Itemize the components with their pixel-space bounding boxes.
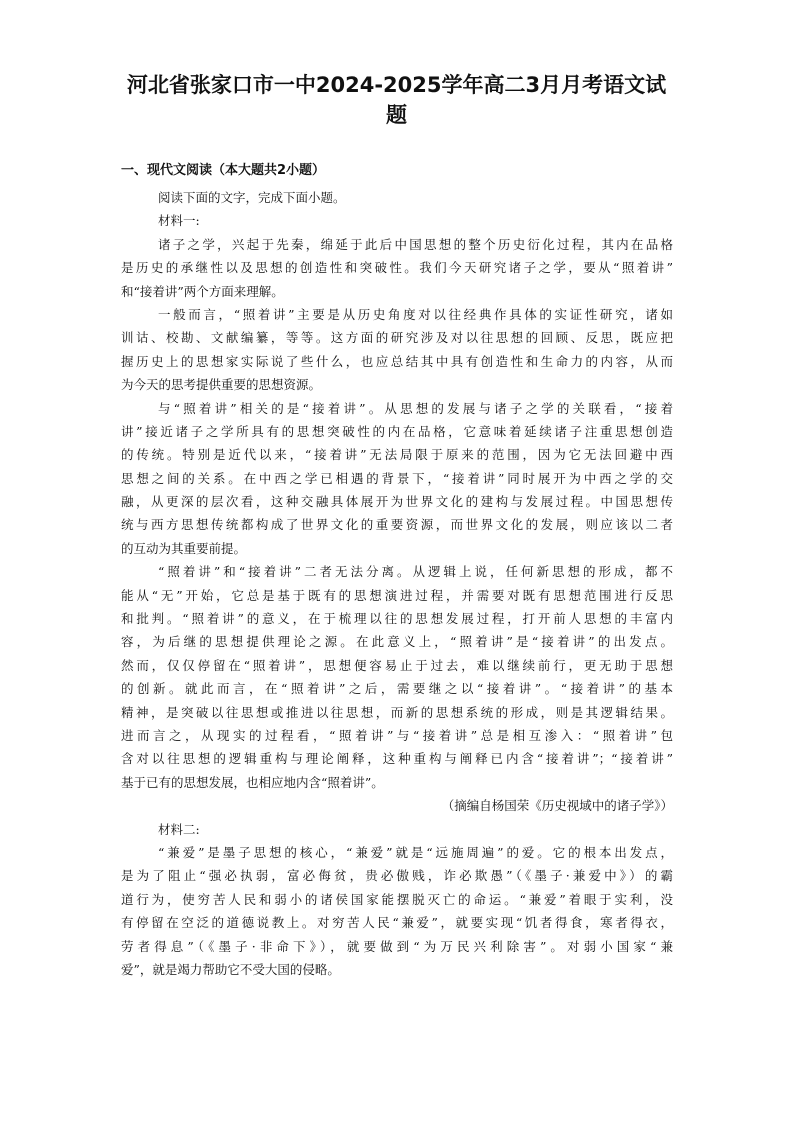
passage-line: 能从“无”开始，它总是基于既有的思想演进过程，并需要对既有思想范围进行反思: [121, 587, 673, 603]
material2-label: 材料二:: [158, 821, 200, 837]
passage-line: 为今天的思考提供重要的思想资源。: [121, 377, 322, 393]
passage-line: 进而言之，从现实的过程看，“照着讲”与“接着讲”总是相互渗入：“照着讲”包: [121, 727, 673, 743]
passage-line: 容，为后继的思想提供理论之源。在此意义上，“照着讲”是“接着讲”的出发点。: [121, 634, 673, 650]
passage-line: 基于已有的思想发展，也相应地内含“照着讲”。: [121, 774, 384, 790]
title-line-1: 河北省张家口市一中2024-2025学年高二3月月考语文试: [126, 73, 667, 97]
section-heading: 一、现代文阅读（本大题共2小题）: [121, 163, 326, 178]
passage-line: 是历史的承继性以及思想的创造性和突破性。我们今天研究诸子之学，要从“照着讲”: [121, 260, 673, 276]
passage-line: 然而，仅仅停留在“照着讲”，思想便容易止于过去，难以继续前行，更无助于思想: [121, 657, 673, 673]
passage-line: 有停留在空泛的道德说教上。对穷苦人民“兼爱”，就要实现“饥者得食，寒者得衣，: [121, 915, 673, 931]
passage-line: 爱”，就是竭力帮助它不受大国的侵略。: [121, 961, 340, 977]
title-line-2: 题: [386, 103, 407, 127]
passage-line: 是为了阻止“强必执弱，富必侮贫，贵必傲贱，诈必欺愚”（《墨子·兼爱中》）的霸: [121, 868, 673, 884]
reading-passage: [121, 186, 673, 981]
passage-line: 精神，是突破以往思想或推进以往思想，而新的思想系统的形成，则是其逻辑结果。: [121, 704, 673, 720]
passage-line: 一般而言，“照着讲”主要是从历史角度对以往经典作具体的实证性研究，诸如: [158, 306, 673, 322]
passage-line: 握历史上的思想家实际说了些什么，也应总结其中具有创造性和生命力的内容，从而: [121, 353, 673, 369]
passage-line: 与“照着讲”相关的是“接着讲”。从思想的发展与诸子之学的关联看，“接着: [158, 400, 673, 416]
passage-line: 诸子之学，兴起于先秦，绵延于此后中国思想的整个历史衍化过程，其内在品格: [158, 236, 673, 252]
passage-line: 统与西方思想传统都构成了世界文化的重要资源，而世界文化的发展，则应该以二者: [121, 517, 673, 533]
passage-line: 融，从更深的层次看，这种交融具体展开为世界文化的建构与发展过程。中国思想传: [121, 494, 673, 510]
passage-line: 的创新。就此而言，在“照着讲”之后，需要继之以“接着讲”。“接着讲”的基本: [121, 681, 673, 697]
passage-line: 讲”接近诸子之学所具有的思想突破性的内在品格，它意味着延续诸子注重思想创造: [121, 423, 673, 439]
document-title: [110, 70, 683, 130]
passage-line: 的传统。特别是近代以来，“接着讲”无法局限于原来的范围，因为它无法回避中西: [121, 447, 673, 463]
material1-label: 材料一:: [158, 213, 200, 229]
passage-line: 思想之间的关系。在中西之学已相遇的背景下，“接着讲”同时展开为中西之学的交: [121, 470, 673, 486]
passage-line: 和“接着讲”两个方面来理解。: [121, 283, 284, 299]
passage-line: 道行为，使穷苦人民和弱小的诸侯国家能摆脱灭亡的命运。“兼爱”着眼于实利，没: [121, 891, 673, 907]
passage-line: 的互动为其重要前提。: [121, 540, 247, 556]
passage-line: 劳者得息”（《墨子·非命下》），就要做到“为万民兴利除害”。对弱小国家“兼: [121, 938, 673, 954]
instruction-text: 阅读下面的文字，完成下面小题。: [158, 190, 346, 205]
passage-line: 和批判。“照着讲”的意义，在于梳理以往的思想发展过程，打开前人思想的丰富内: [121, 611, 673, 627]
passage-line: 训诂、校勘、文献编纂，等等。这方面的研究涉及对以往思想的回顾、反思，既应把: [121, 330, 673, 346]
passage-line: “照着讲”和“接着讲”二者无法分离。从逻辑上说，任何新思想的形成，都不: [158, 564, 673, 580]
passage-line: “兼爱”是墨子思想的核心，“兼爱”就是“远施周遍”的爱。它的根本出发点，: [158, 844, 673, 860]
passage-line: 含对以往思想的逻辑重构与理论阐释，这种重构与阐释已内含“接着讲”；“接着讲”: [121, 751, 673, 767]
material1-source: （摘编自杨国荣《历史视域中的诸子学》）: [441, 798, 673, 814]
